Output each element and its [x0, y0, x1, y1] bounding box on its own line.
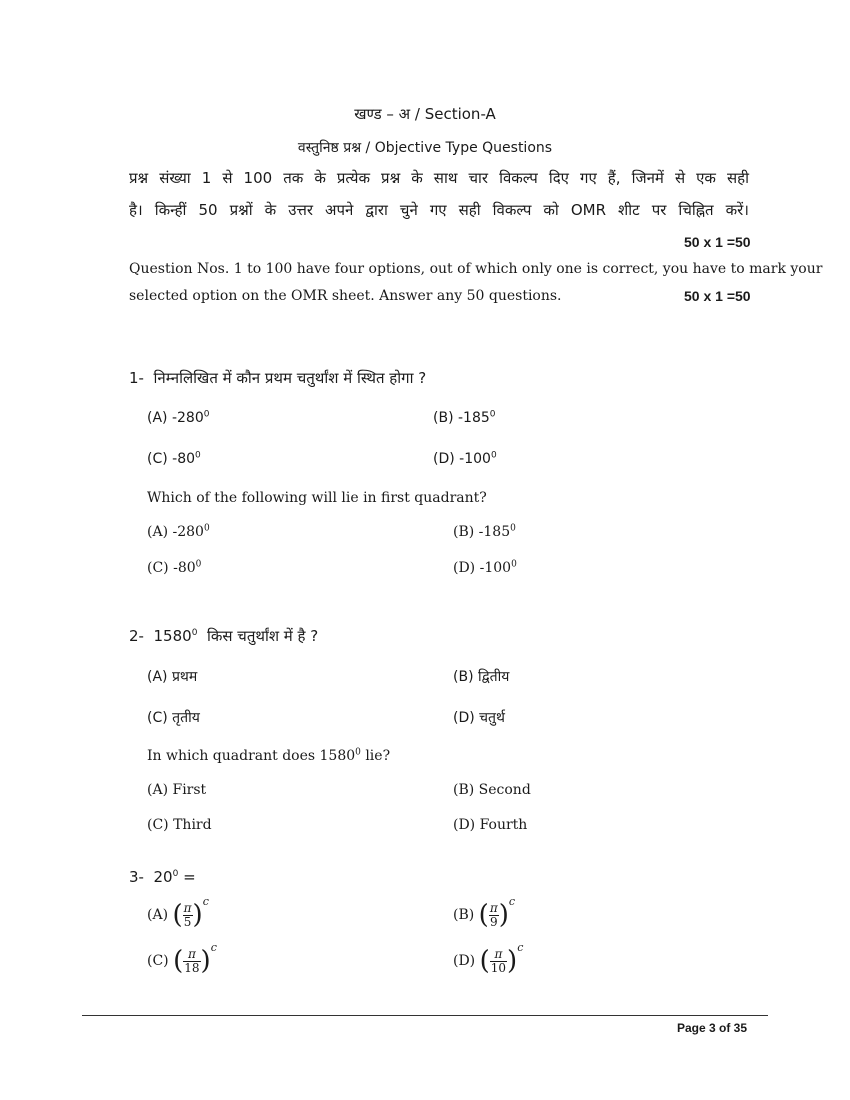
q2-english-option-a: (A) First: [147, 782, 207, 798]
q2-english-option-b: (B) Second: [453, 782, 531, 798]
q1-english-option-c: (C) $-80^0$: [147, 559, 202, 576]
page-number: Page 3 of 35: [677, 1021, 748, 1035]
fraction: $\frac{\pi}{10}$: [490, 947, 507, 975]
fraction: $\frac{\pi}{9}$: [489, 901, 498, 929]
q1-hindi-option-b: (B) $-185^0$: [433, 409, 496, 426]
q1-hindi-option-d: (D) $-100^0$: [433, 450, 497, 467]
question-3: 3- $20^0$ =: [129, 868, 196, 886]
footer-divider: [82, 1015, 768, 1016]
q1-english-option-d: (D) $-100^0$: [453, 559, 517, 576]
q3-option-b: (B) ( $\frac{\pi}{9}$ )$^c$: [453, 895, 516, 931]
q2-hindi-option-c: (C) तृतीय: [147, 710, 200, 726]
marks-english: 50 x 1 =50: [684, 288, 751, 304]
q2-english-option-c: (C) Third: [147, 817, 212, 833]
section-subtitle: वस्तुनिष्ठ प्रश्न / Objective Type Questions: [297, 140, 553, 156]
q1-hindi-option-c: (C) $-80^0$: [147, 450, 201, 467]
q2-hindi-option-b: (B) द्वितीय: [453, 669, 510, 685]
instruction-english-line1: Question Nos. 1 to 100 have four options, out of which only one is correct, you have to mark your: [129, 261, 823, 277]
q3-option-d: (D) ( $\frac{\pi}{10}$ )$^c$: [453, 941, 524, 977]
q1-hindi-option-a: (A) $-280^0$: [147, 409, 210, 426]
q3-option-c: (C) ( $\frac{\pi}{18}$ )$^c$: [147, 941, 217, 977]
instruction-hindi-line2: है। किन्हीं 50 प्रश्नों के उत्तर अपने द्वारा चुने गए सही विकल्प को OMR शीट पर चिह्नित करें।: [129, 201, 749, 219]
instruction-english-line2: selected option on the OMR sheet. Answer any 50 questions.: [129, 288, 562, 304]
instruction-hindi-line1: प्रश्न संख्या 1 से 100 तक के प्रत्येक प्रश्न के साथ चार विकल्प दिए गए हैं, जिनमें से एक सही: [129, 169, 749, 187]
q2-english-option-d: (D) Fourth: [453, 817, 528, 833]
fraction: $\frac{\pi}{5}$: [183, 901, 192, 929]
question-1-hindi: 1- निम्नलिखित में कौन प्रथम चतुर्थांश में स्थित होगा ?: [129, 369, 427, 387]
section-heading: खण्ड – अ / Section-A: [354, 105, 496, 123]
q2-hindi-option-d: (D) चतुर्थ: [453, 710, 505, 726]
q1-english-option-b: (B) $-185^0$: [453, 523, 516, 540]
question-2-english: In which quadrant does 1580$^0$ lie?: [147, 747, 391, 764]
question-2-hindi: 2- 1580$^0$ किस चतुर्थांश में है ?: [129, 627, 319, 645]
question-1-english: Which of the following will lie in first quadrant?: [147, 490, 487, 506]
fraction: $\frac{\pi}{18}$: [184, 947, 200, 975]
marks-hindi: 50 x 1 =50: [684, 234, 751, 250]
q1-english-option-a: (A) $-280^0$: [147, 523, 210, 540]
q2-hindi-option-a: (A) प्रथम: [147, 669, 198, 685]
q3-option-a: (A) ( $\frac{\pi}{5}$ )$^c$: [147, 895, 209, 931]
